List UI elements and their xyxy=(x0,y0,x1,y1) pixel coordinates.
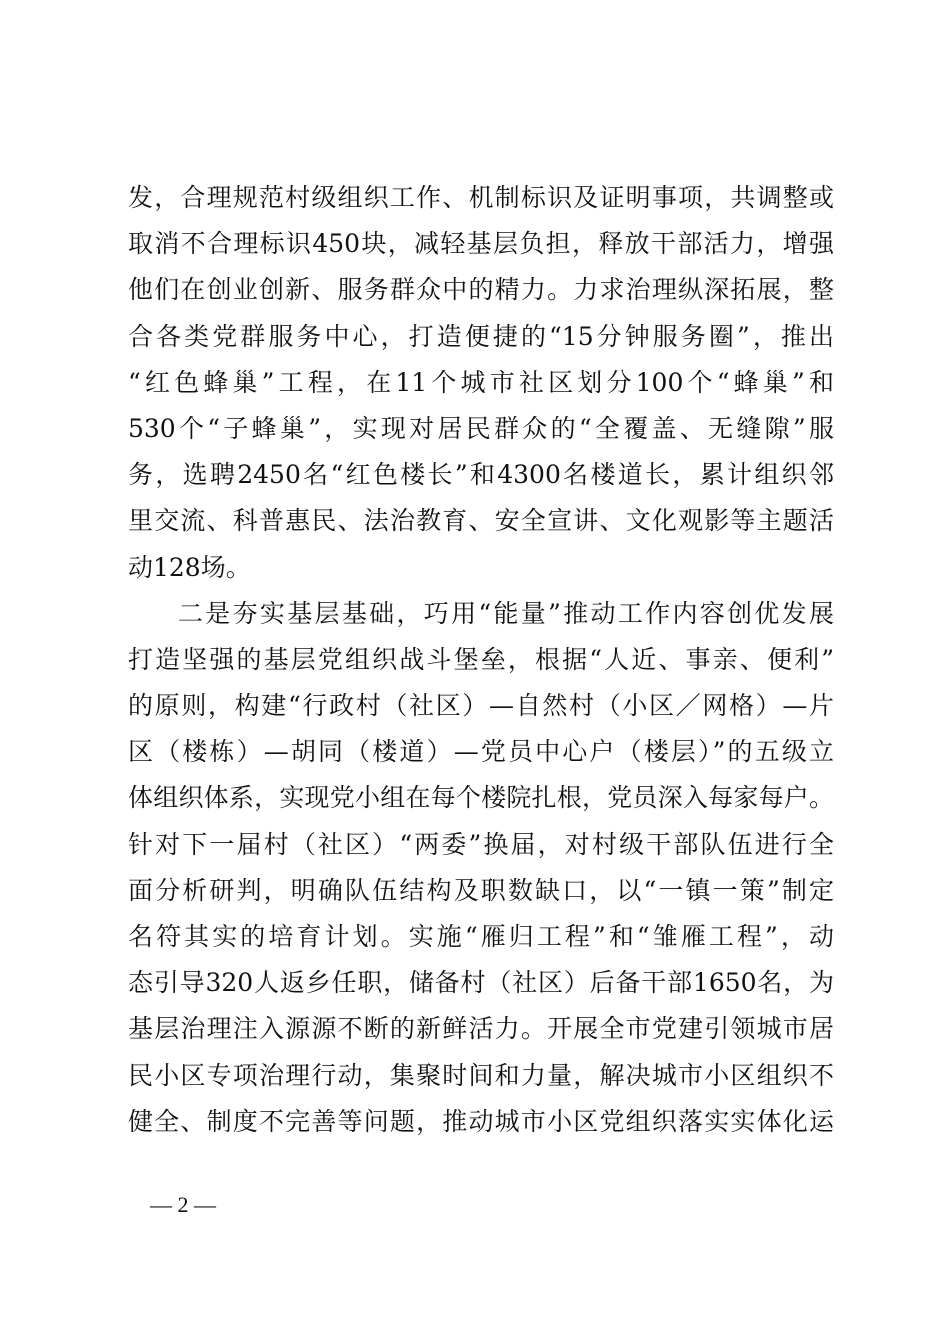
text-line-13: 区（楼栋）—胡同（楼道）—党员中心户（楼层）”的五级立 xyxy=(128,737,834,767)
text-line-8: 里交流、科普惠民、法治教育、安全宣讲、文化观影等主题活 xyxy=(128,506,834,536)
text-line-12: 的原则，构建“行政村（社区）—自然村（小区／网格）—片 xyxy=(128,691,834,721)
text-line-20: 民小区专项治理行动，集聚时间和力量，解决城市小区组织不 xyxy=(128,1060,834,1090)
text-line-21: 健全、制度不完善等问题，推动城市小区党组织落实实体化运 xyxy=(128,1106,834,1136)
text-line-10: 二是夯实基层基础，巧用“能量”推动工作内容创优发展 xyxy=(178,598,834,628)
text-line-14: 体组织体系，实现党小组在每个楼院扎根，党员深入每家每户。 xyxy=(128,783,834,813)
text-line-18: 态引导320人返乡任职，储备村（社区）后备干部1650名，为 xyxy=(128,968,834,998)
text-line-3: 他们在创业创新、服务群众中的精力。力求治理纵深拓展，整 xyxy=(128,275,834,305)
text-line-9: 动128场。 xyxy=(128,552,251,582)
text-line-19: 基层治理注入源源不断的新鲜活力。开展全市党建引领城市居 xyxy=(128,1014,834,1044)
text-line-5: “红色蜂巢”工程，在11个城市社区划分100个“蜂巢”和 xyxy=(128,367,834,397)
text-line-7: 务，选聘2450名“红色楼长”和4300名楼道长，累计组织邻 xyxy=(128,460,834,490)
text-line-4: 合各类党群服务中心，打造便捷的“15分钟服务圈”，推出 xyxy=(128,321,834,351)
text-line-6: 530个“子蜂巢”，实现对居民群众的“全覆盖、无缝隙”服 xyxy=(128,413,834,443)
text-line-16: 面分析研判，明确队伍结构及职数缺口，以“一镇一策”制定 xyxy=(128,875,834,905)
page-number: — 2 — xyxy=(150,1192,216,1217)
text-line-15: 针对下一届村（社区）“两委”换届，对村级干部队伍进行全 xyxy=(128,829,834,859)
text-line-17: 名符其实的培育计划。实施“雁归工程”和“雏雁工程”，动 xyxy=(128,922,834,951)
text-line-2: 取消不合理标识450块，减轻基层负担，释放干部活力，增强 xyxy=(128,229,834,259)
text-line-1: 发，合理规范村级组织工作、机制标识及证明事项，共调整或 xyxy=(128,183,834,212)
body-text xyxy=(128,175,834,1145)
text-line-11: 打造坚强的基层党组织战斗堡垒，根据“人近、事亲、便利” xyxy=(128,644,834,674)
